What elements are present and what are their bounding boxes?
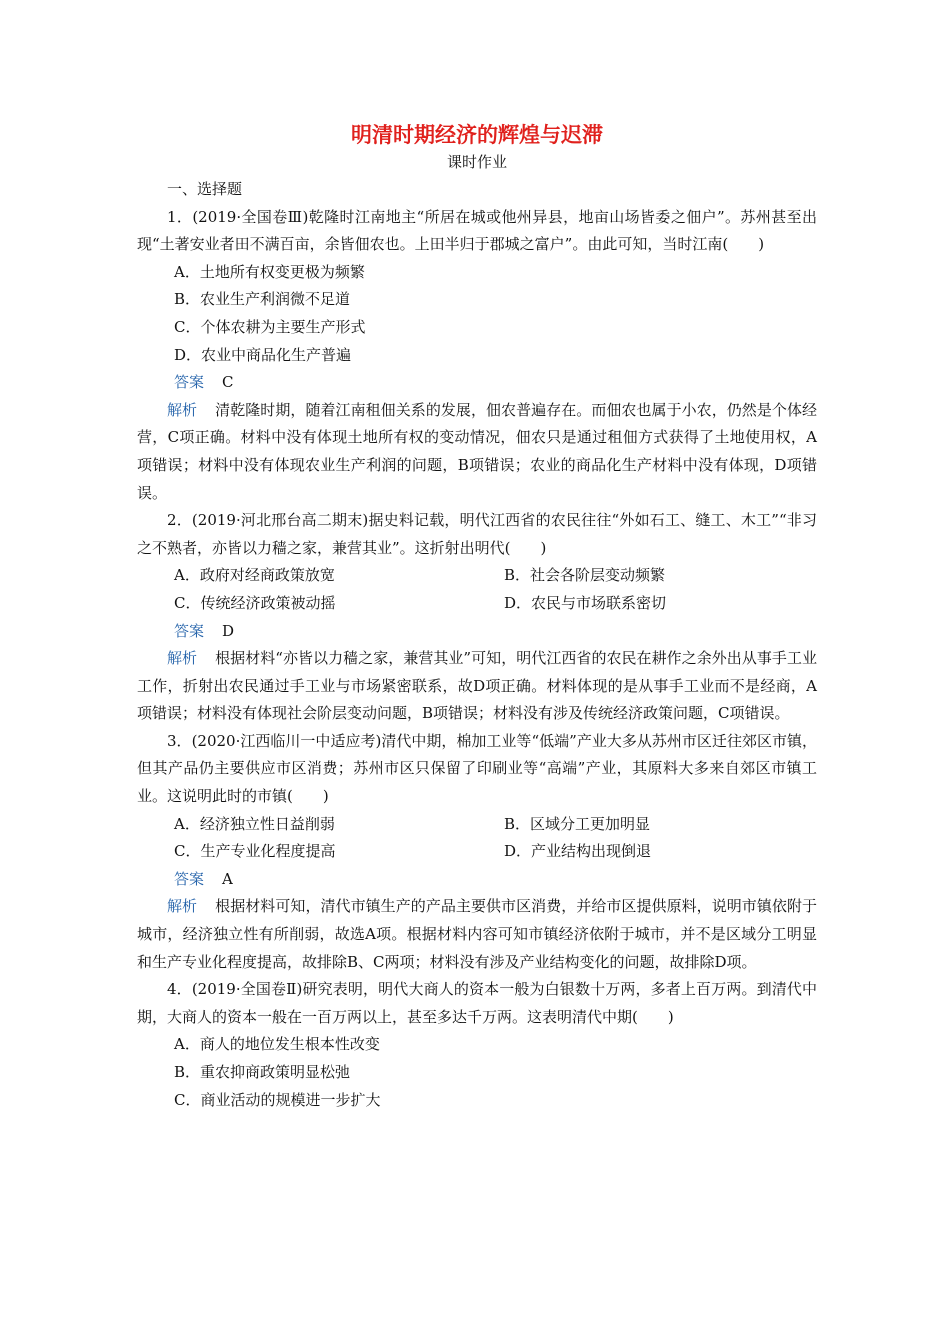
question-2-option-a: A．政府对经商政策放宽 [174,566,335,585]
question-1-option-b: B．农业生产利润微不足道 [174,290,351,309]
question-3-option-d: D．产业结构出现倒退 [504,842,652,861]
answer-label: 答案 [174,621,205,640]
analysis-label: 解析 [167,897,198,916]
question-2-option-b: B．社会各阶层变动频繁 [504,566,666,585]
answer-value: D [222,621,235,640]
question-3-option-b: B．区域分工更加明显 [504,814,651,833]
question-2-option-d: D．农民与市场联系密切 [504,593,667,612]
question-3-option-a: A．经济独立性日益削弱 [174,814,335,833]
analysis-text: 根据材料可知，清代市镇生产的产品主要供市区消费，并给市区提供原料，说明市镇依附于城市，经济独立性有所削弱，故选A项。根据材料内容可知市镇经济依附于城市，并不是区域分工明显和生产专业化程度提高，故排除B、C两项；材料没有涉及产业结构变化的问题，故排除D项。 [137,897,817,971]
question-4-stem: 4．(2019·全国卷Ⅱ)研究表明，明代大商人的资本一般为白银数十万两，多者上百万两。到清代中期，大商人的资本一般在一百万两以上，甚至多达千万两。这表明清代中期( ) [137,980,817,1026]
question-3-answer [137,866,817,894]
question-3-analysis [137,893,817,976]
page-subtitle: 课时作业 [446,153,507,171]
question-3-options-row-1 [137,811,817,839]
answer-label: 答案 [174,373,205,392]
question-2-option-c: C．传统经济政策被动摇 [174,593,336,612]
analysis-label: 解析 [167,649,198,668]
answer-value: C [222,373,234,392]
analysis-label: 解析 [167,400,198,419]
analysis-text: 清乾隆时期，随着江南租佃关系的发展，佃农普遍存在。而佃农也属于小农，仍然是个体经营，C项正确。材料中没有体现土地所有权的变动情况，佃农只是通过租佃方式获得了土地使用权，A项错误；材料中没有体现农业生产利润的问题，B项错误；农业的商品化生产材料中没有体现，D项错误。 [137,400,817,502]
question-4-option-a: A．商人的地位发生根本性改变 [174,1035,380,1054]
answer-label: 答案 [174,869,205,888]
page-title: 明清时期经济的辉煌与迟滞 [351,122,603,147]
question-1-option-a: A．土地所有权变更极为频繁 [174,262,365,281]
worksheet-content [137,120,817,1114]
analysis-text: 根据材料“亦皆以力穑之家，兼营其业”可知，明代江西省的农民在耕作之余外出从事手工业工作，折射出农民通过手工业与市场紧密联系，故D项正确。材料体现的是从事手工业而不是经商，A项错误；材料没有体现社会阶层变动问题，B项错误；材料没有涉及传统经济政策问题，C项错误。 [137,649,817,723]
question-3-option-c: C．生产专业化程度提高 [174,842,336,861]
section-heading: 一、选择题 [167,180,243,198]
question-2-analysis [137,645,817,728]
question-4-option-c: C．商业活动的规模进一步扩大 [174,1090,381,1109]
question-3-stem: 3．(2020·江西临川一中适应考)清代中期，棉加工业等“低端”产业大多从苏州市区迁往郊区市镇，但其产品仍主要供应市区消费；苏州市区只保留了印刷业等“高端”产业，其原料大多来自郊区市镇工业。这说明此时的市镇( ) [137,731,817,806]
question-1-option-d: D．农业中商品化生产普遍 [174,345,352,364]
question-1-stem: 1．(2019·全国卷Ⅲ)乾隆时江南地主“所居在城或他州异县，地亩山场皆委之佃户”。苏州甚至出现“土著安业者田不满百亩，余皆佃农也。上田半归于郡城之富户”。由此可知，当时江南( ) [137,207,817,254]
question-1-analysis [137,397,817,507]
question-1-option-c: C．个体农耕为主要生产形式 [174,317,366,336]
question-4-option-b: B．重农抑商政策明显松弛 [174,1063,351,1081]
question-2-options-row-1 [137,562,817,590]
question-2-answer [137,618,817,646]
question-2-stem: 2．(2019·河北邢台高二期末)据史料记载，明代江西省的农民往往“外如石工、缝工、木工”“非习之不熟者，亦皆以力穑之家，兼营其业”。这折射出明代( ) [137,511,817,557]
question-2-options-row-2 [137,590,817,618]
question-3-options-row-2 [137,838,817,866]
answer-value: A [222,869,233,888]
question-1-answer [137,369,817,397]
